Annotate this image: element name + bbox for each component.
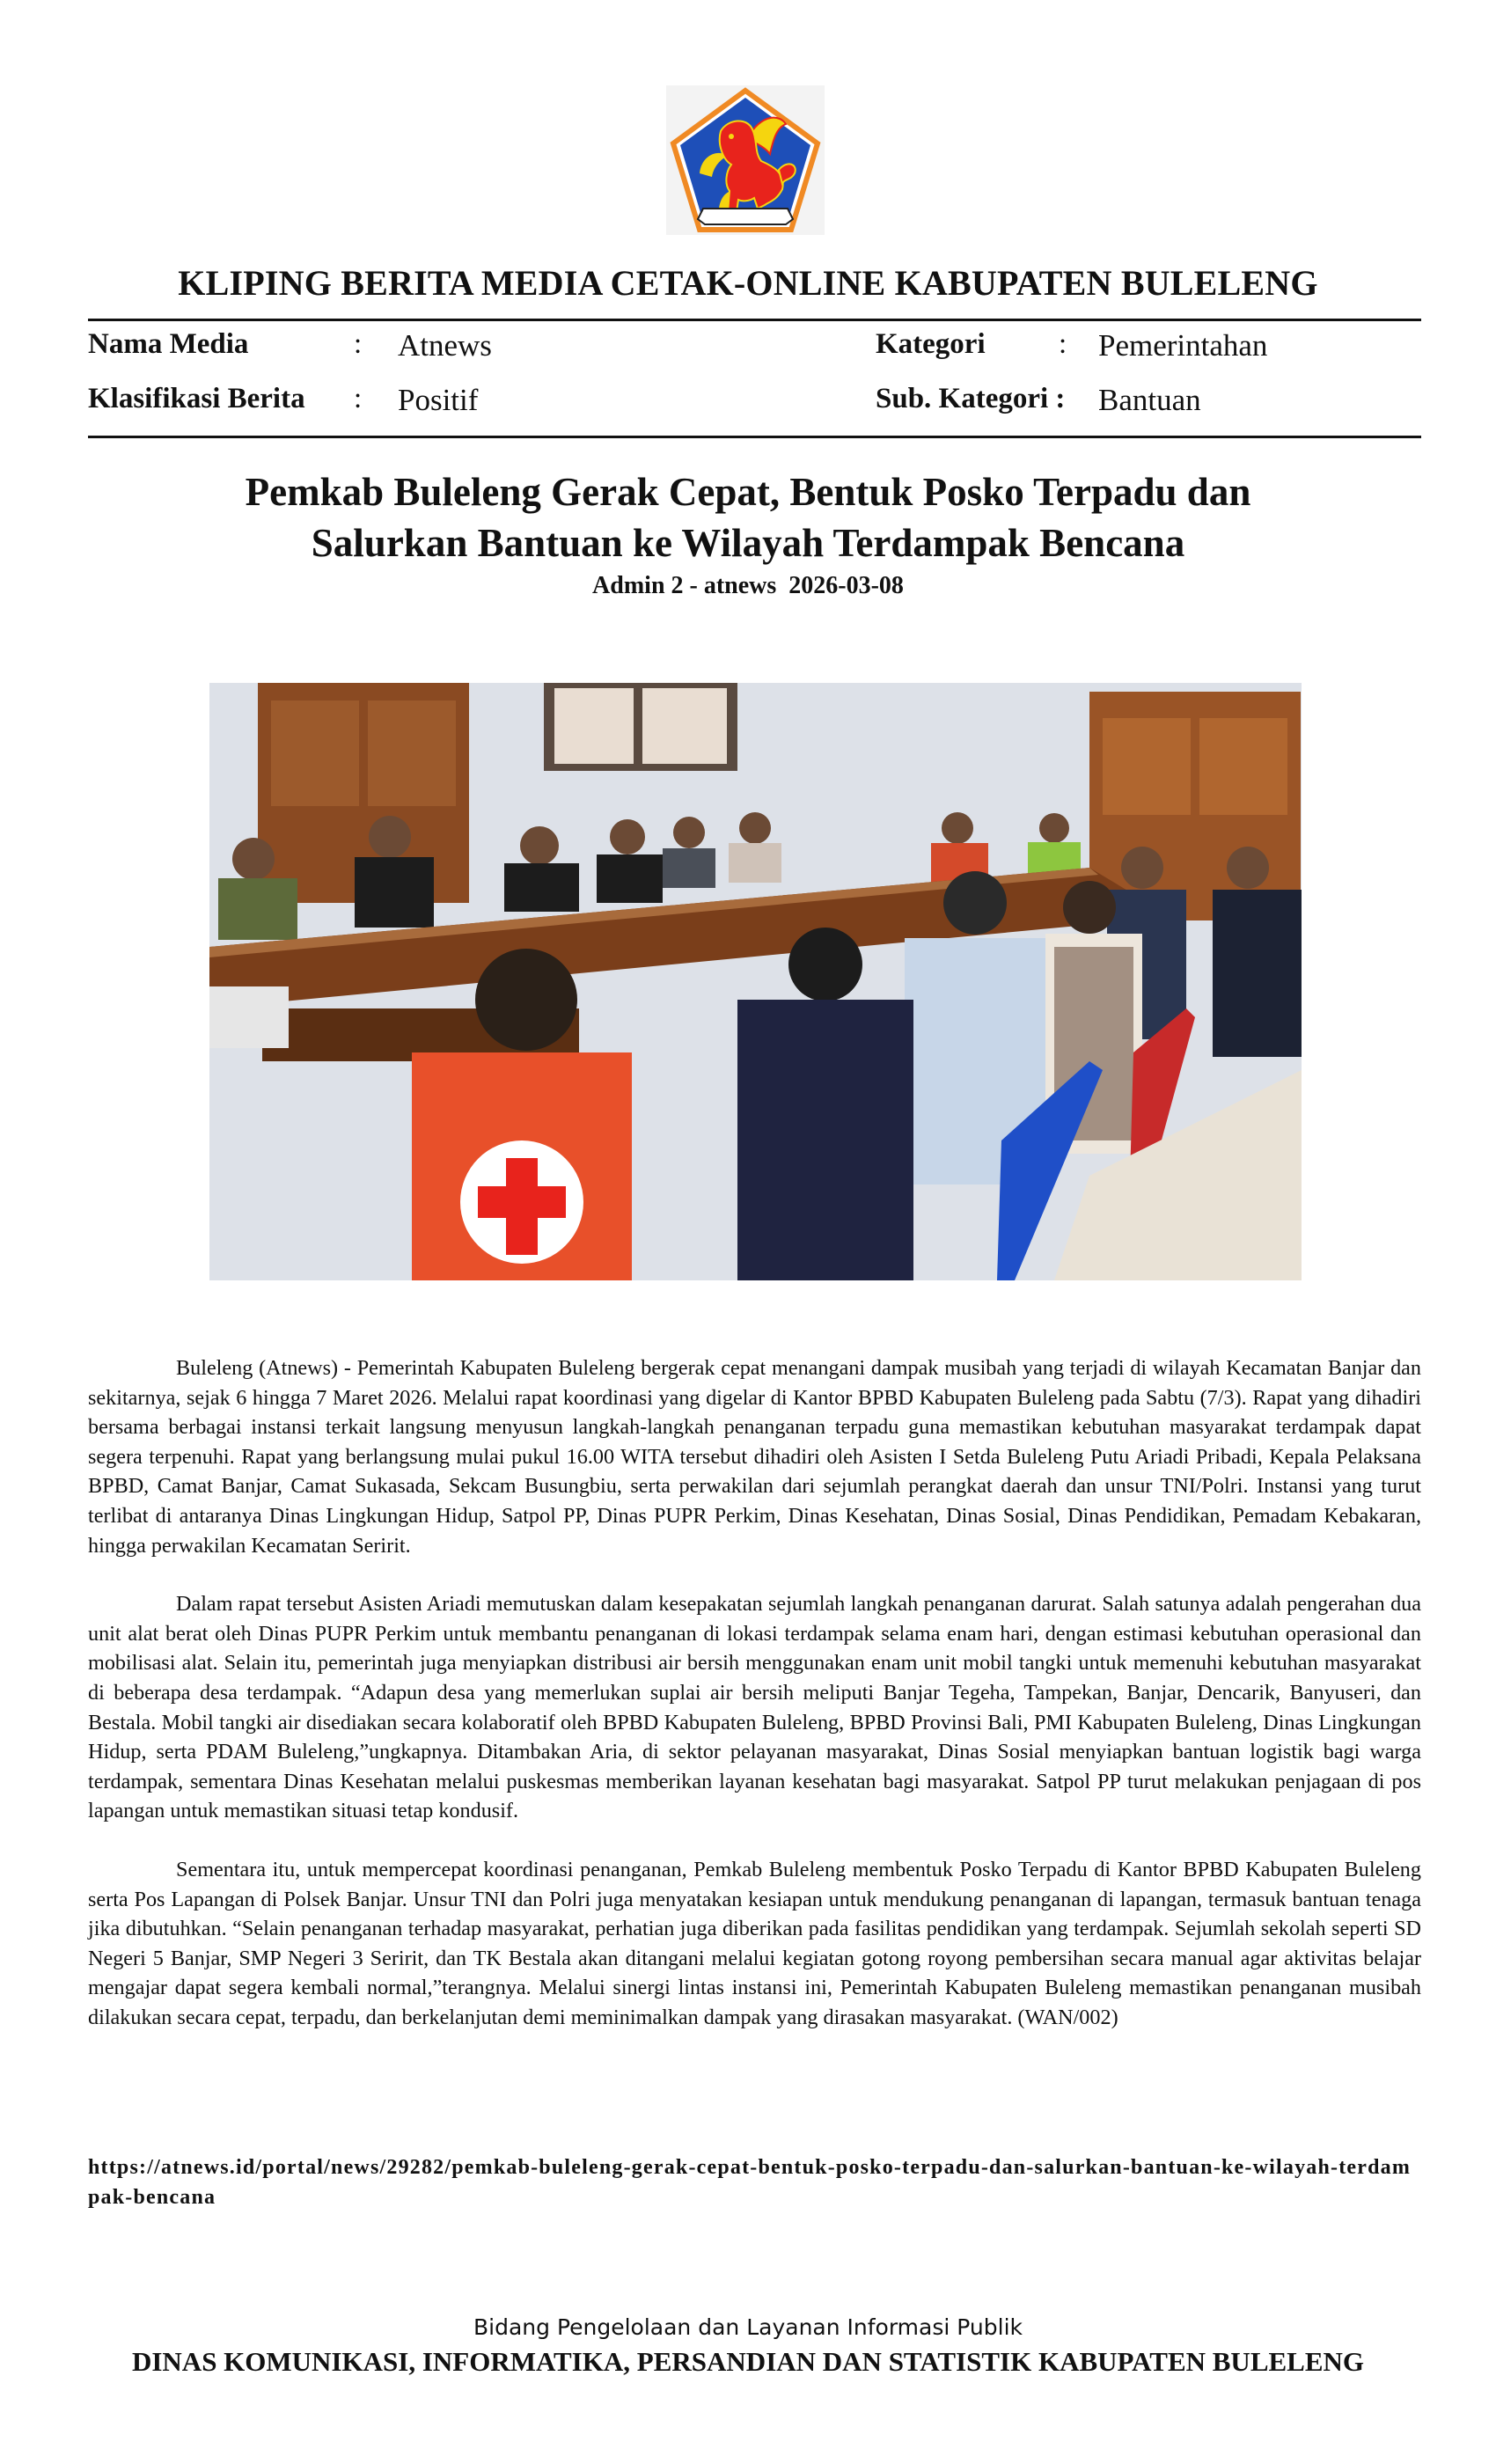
header-bottom-rule bbox=[88, 436, 1421, 438]
classification-colon: : bbox=[354, 383, 363, 414]
article-paragraph-2: Dalam rapat tersebut Asisten Ariadi memutuskan dalam kesepakatan sejumlah langkah penanganan darurat. Salah satunya adalah pengerahan dua unit alat berat oleh Dinas PUPR Perkim untuk membantu penanganan di lokasi terdampak selama enam hari, dengan estimasi kebutuhan operasional dan mobilisasi alat. Selain itu, pemerintah juga menyiapkan distribusi air bersih menggunakan enam unit mobil tangki untuk memenuhi kebutuhan masyarakat di beberapa desa terdampak. “Adapun desa yang memerlukan suplai air bersih meliputi Banjar Tegeha, Tampekan, Banjar, Dencarik, Banyuseri, dan Bestala. Mobil tangki air disediakan secara kolaboratif oleh BPBD Kabupaten Buleleng, BPBD Provinsi Bali, PMI Kabupaten Buleleng, Dinas Lingkungan Hidup, serta PDAM Buleleng,”ungkapnya. Ditambakan Aria, di sektor pelayanan masyarakat, Dinas Sosial menyiapkan bantuan logistik bagi warga terdampak, sementara Dinas Kesehatan melalui puskesmas memberikan layanan kesehatan bagi masyarakat. Satpol PP turut melakukan penjagaan di pos lapangan untuk memastikan situasi tetap kondusif. bbox=[88, 1592, 1421, 1823]
classification-label: Klasifikasi Berita bbox=[88, 383, 305, 414]
classification-value: Positif bbox=[398, 383, 479, 417]
category-label: Kategori bbox=[876, 328, 986, 360]
category-colon: : bbox=[1059, 328, 1067, 360]
article-source-link[interactable]: https://atnews.id/portal/news/29282/pemkab-buleleng-gerak-cepat-bentuk-posko-terpadu-dan-salurkan-bantuan-ke-wilayah-terdampak-bencana bbox=[88, 2156, 1412, 2209]
meeting-room-photo bbox=[209, 683, 1302, 1280]
document-title: KLIPING BERITA MEDIA CETAK-ONLINE KABUPATEN BULELENG bbox=[178, 263, 1318, 303]
article-paragraph-3: Sementara itu, untuk mempercepat koordinasi penanganan, Pemkab Buleleng membentuk Posko Terpadu di Kantor BPBD Kabupaten Buleleng serta Pos Lapangan di Polsek Banjar. Unsur TNI dan Polri juga menyatakan kesiapan untuk mendukung penanganan di lapangan, termasuk bantuan tenaga jika dibutuhkan. “Selain penanganan terhadap masyarakat, perhatian juga diberikan pada fasilitas pendidikan yang terdampak. Sejumlah sekolah seperti SD Negeri 5 Banjar, SMP Negeri 3 Seririt, dan TK Bestala akan ditangani melalui kegiatan gotong royong pembersihan secara manual agar aktivitas belajar mengajar dapat segera kembali normal,”terangnya. Melalui sinergi lintas instansi ini, Pemerintah Kabupaten Buleleng memastikan penanganan musibah dilakukan secara cepat, terpadu, dan berkelanjutan demi meminimalkan dampak yang dirasakan masyarakat. (WAN/002) bbox=[88, 1857, 1421, 2029]
singa-ambara-raja-emblem bbox=[666, 85, 825, 235]
media-name-value: Atnews bbox=[398, 328, 492, 363]
article-paragraph-1: Buleleng (Atnews) - Pemerintah Kabupaten Buleleng bergerak cepat menangani dampak musibah yang terjadi di wilayah Kecamatan Banjar dan sekitarnya, sejak 6 hingga 7 Maret 2026. Melalui rapat koordinasi yang digelar di Kantor BPBD Kabupaten Buleleng pada Sabtu (7/3). Rapat yang dihadiri bersama berbagai instansi terkait langsung menyusun langkah-langkah penanganan terpadu guna memastikan kebutuhan masyarakat terdampak dapat segera terpenuhi. Rapat yang berlangsung mulai pukul 16.00 WITA tersebut dihadiri oleh Asisten I Setda Buleleng Putu Ariadi Pribadi, Kepala Pelaksana BPBD, Camat Banjar, Camat Sukasada, Sekcam Busungbiu, serta perwakilan dari sejumlah perangkat daerah dan unsur TNI/Polri. Instansi yang turut terlibat di antaranya Dinas Lingkungan Hidup, Satpol PP, Dinas PUPR Perkim, Dinas Kesehatan, Dinas Sosial, Dinas Pendidikan, Pemadam Kebakaran, hingga perwakilan Kecamatan Seririt. bbox=[88, 1356, 1421, 1558]
regency-emblem-logo bbox=[666, 85, 825, 235]
meta-row-classification bbox=[88, 383, 1421, 427]
footer-agency: DINAS KOMUNIKASI, INFORMATIKA, PERSANDIAN DAN STATISTIK KABUPATEN BULELENG bbox=[131, 2346, 1365, 2377]
header-top-rule bbox=[88, 319, 1421, 321]
article-headline bbox=[132, 466, 1364, 568]
subcategory-value: Bantuan bbox=[1098, 383, 1201, 417]
article-photo bbox=[209, 683, 1302, 1280]
media-name-label: Nama Media bbox=[88, 328, 249, 360]
article-byline: Admin 2 - atnews 2026-03-08 bbox=[592, 572, 904, 599]
category-value: Pemerintahan bbox=[1098, 328, 1268, 363]
article-body bbox=[88, 1353, 1421, 2061]
headline-line-2: Salurkan Bantuan ke Wilayah Terdampak Bencana bbox=[311, 521, 1185, 565]
meta-row-media bbox=[88, 328, 1421, 372]
subcategory-label: Sub. Kategori : bbox=[876, 383, 1066, 414]
footer-division: Bidang Pengelolaan dan Layanan Informasi Publik bbox=[473, 2314, 1023, 2340]
media-name-colon: : bbox=[354, 328, 363, 360]
headline-line-1: Pemkab Buleleng Gerak Cepat, Bentuk Posko Terpadu dan bbox=[245, 470, 1251, 514]
